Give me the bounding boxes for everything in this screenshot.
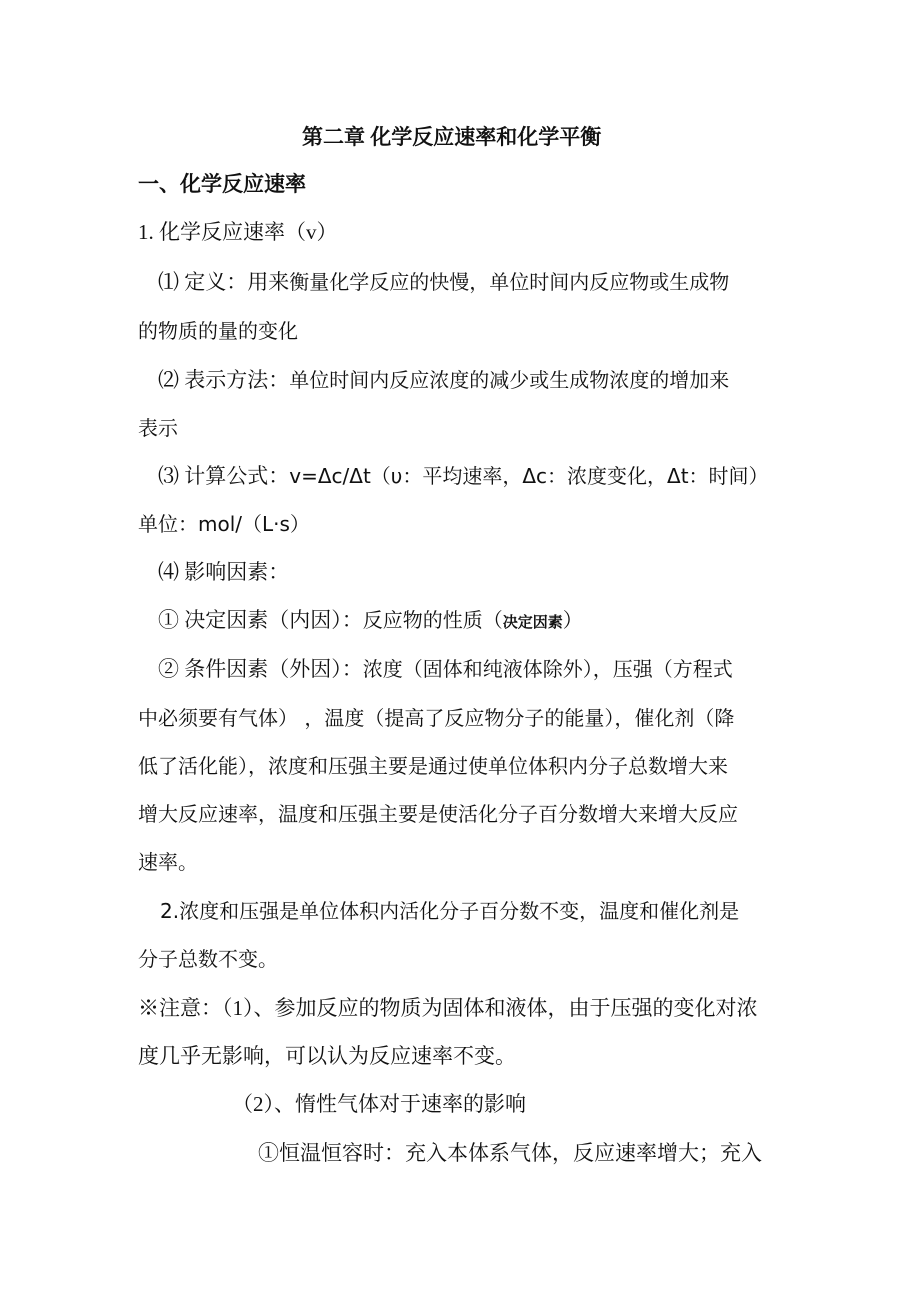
definition-line-2: 的物质的量的变化 [138,319,298,343]
note-2-item-1: ①恒温恒容时：充入本体系气体，反应速率增大；充入 [258,1141,762,1165]
conditional-factor-line-3: 低了活化能），浓度和压强主要是通过使单位体积内分子总数增大来 [138,754,728,778]
formula-line-1: ⑶ 计算公式：v=Δc/Δt（υ：平均速率，Δc：浓度变化，Δt：时间） [158,464,769,488]
formula-line-2: 单位：mol/（L·s） [138,512,310,536]
expression-line-1: ⑵ 表示方法：单位时间内反应浓度的减少或生成物浓度的增加来 [158,368,730,392]
note-line-2: 度几乎无影响，可以认为反应速率不变。 [138,1044,516,1068]
note-line-1: ※注意：（1）、参加反应的物质为固体和液体，由于压强的变化对浓 [138,996,758,1020]
conditional-factor-line-4: 增大反应速率，温度和压强主要是使活化分子百分数增大来增大反应 [138,802,738,826]
note-2-heading: （2）、惰性气体对于速率的影响 [232,1092,526,1116]
conditional-factor-line-2: 中必须要有气体） ，温度（提高了反应物分子的能量），催化剂（降 [138,706,735,730]
chapter-title: 第二章 化学反应速率和化学平衡 [302,125,602,149]
conditional-factor-line-1: ② 条件因素（外因）：浓度（固体和纯液体除外），压强（方程式 [158,657,733,681]
factors-label: ⑷ 影响因素： [158,560,290,584]
point-2-line-2: 分子总数不变。 [138,947,278,971]
conditional-factor-line-5: 速率。 [138,850,198,874]
point-2-line-1: 2.浓度和压强是单位体积内活化分子百分数不变，温度和催化剂是 [160,899,740,923]
expression-line-2: 表示 [138,416,178,440]
definition-line-1: ⑴ 定义：用来衡量化学反应的快慢，单位时间内反应物或生成物 [158,270,730,294]
section-subheading: 1. 化学反应速率（v） [138,220,338,244]
decisive-factor-line: ① 决定因素（内因）：反应物的性质（决定因素） [158,608,583,632]
section-heading: 一、化学反应速率 [138,172,306,196]
